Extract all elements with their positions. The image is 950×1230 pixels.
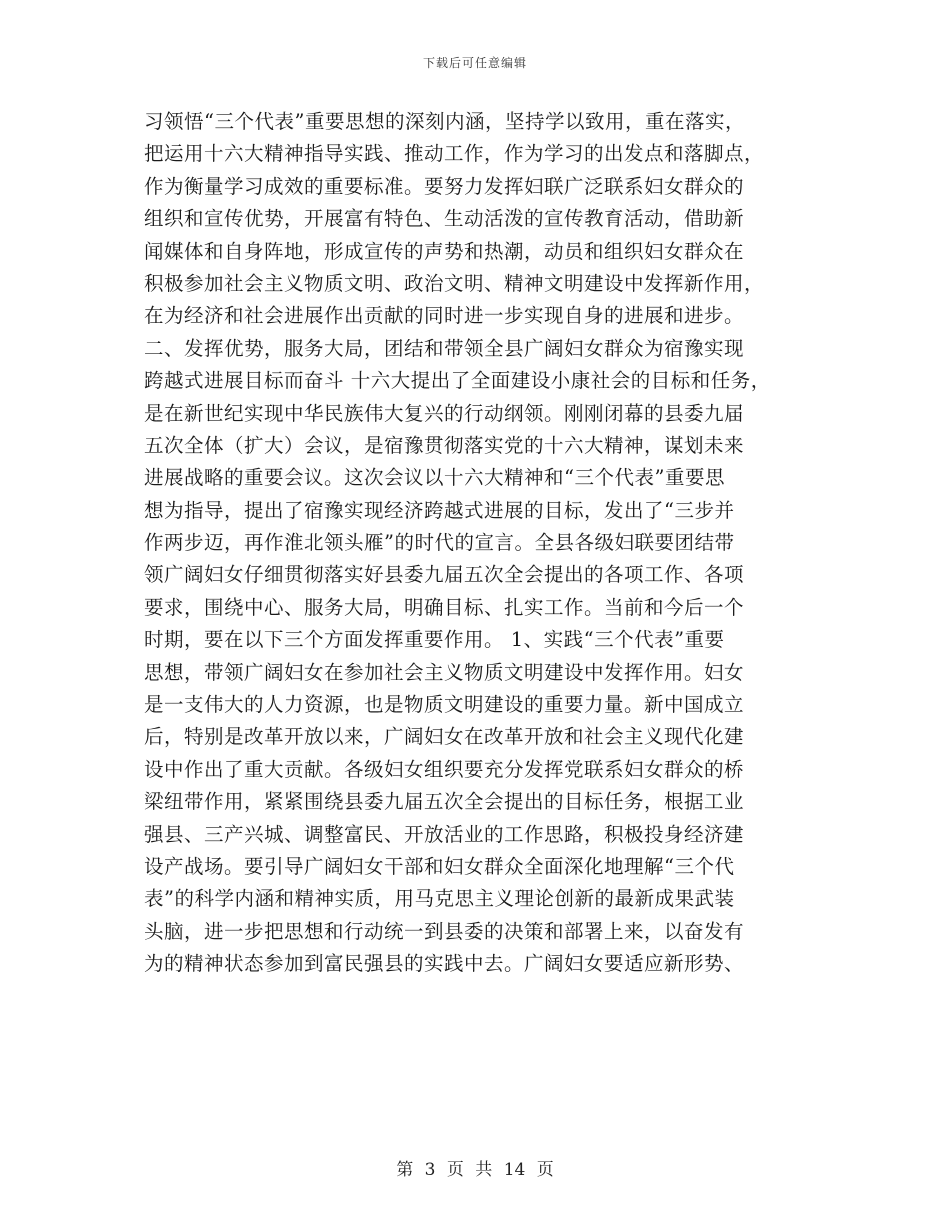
text-line: 设产战场。要引导广阔妇女干部和妇女群众全面深化地理解“三个代 <box>144 854 735 878</box>
text-line: 进展战略的重要会议。这次会议以十六大精神和“三个代表”重要思 <box>144 466 725 490</box>
text-line: 时期，要在以下三个方面发挥重要作用。 1、实践“三个代表”重要 <box>144 628 725 652</box>
text-line: 五次全体（扩大）会议，是宿豫贯彻落实党的十六大精神，谋划未来 <box>144 433 745 457</box>
text-line: 表”的科学内涵和精神实质，用马克思主义理论创新的最新成果武装 <box>144 887 735 911</box>
text-line: 领广阔妇女仔细贯彻落实好县委九届五次全会提出的各项工作、各项 <box>144 563 745 587</box>
page-number-footer: 第 3 页 共 14 页 <box>396 1160 554 1180</box>
text-line: 二、发挥优势，服务大局，团结和带领全县广阔妇女群众为宿豫实现 <box>144 336 745 360</box>
text-line: 闻媒体和自身阵地，形成宣传的声势和热潮，动员和组织妇女群众在 <box>144 239 745 263</box>
text-line: 把运用十六大精神指导实践、推动工作，作为学习的出发点和落脚点， <box>144 142 765 166</box>
text-line: 作为衡量学习成效的重要标准。要努力发挥妇联广泛联系妇女群众的 <box>144 174 745 198</box>
text-line: 强县、三产兴城、调整富民、开放活业的工作思路，积极投身经济建 <box>144 822 745 846</box>
text-line: 头脑，进一步把思想和行动统一到县委的决策和部署上来，以奋发有 <box>144 919 745 943</box>
text-line: 在为经济和社会进展作出贡献的同时进一步实现自身的进展和进步。 <box>144 304 745 328</box>
text-line: 习领悟“三个代表”重要思想的深刻内涵，坚持学以致用，重在落实， <box>144 110 745 133</box>
text-line: 为的精神状态参加到富民强县的实践中去。广阔妇女要适应新形势、 <box>144 952 745 976</box>
document-body <box>144 106 816 981</box>
text-line: 是在新世纪实现中华民族伟大复兴的行动纲领。刚刚闭幕的县委九届 <box>144 401 745 425</box>
text-line: 梁纽带作用，紧紧围绕县委九届五次全会提出的目标任务，根据工业 <box>144 790 745 814</box>
page-header: 下载后可任意编辑 <box>422 56 527 70</box>
text-line: 后，特别是改革开放以来，广阔妇女在改革开放和社会主义现代化建 <box>144 725 745 749</box>
text-line: 是一支伟大的人力资源，也是物质文明建设的重要力量。新中国成立 <box>144 693 745 717</box>
text-line: 跨越式进展目标而奋斗 十六大提出了全面建设小康社会的目标和任务， <box>144 369 771 393</box>
text-line: 思想，带领广阔妇女在参加社会主义物质文明建设中发挥作用。妇女 <box>144 660 745 684</box>
text-line: 积极参加社会主义物质文明、政治文明、精神文明建设中发挥新作用， <box>144 271 765 295</box>
text-line: 设中作出了重大贡献。各级妇女组织要充分发挥党联系妇女群众的桥 <box>144 757 745 781</box>
text-line: 要求，围绕中心、服务大局，明确目标、扎实工作。当前和今后一个 <box>144 595 745 619</box>
text-line: 组织和宣传优势，开展富有特色、生动活泼的宣传教育活动，借助新 <box>144 207 745 231</box>
text-line: 作两步迈，再作淮北领头雁”的时代的宣言。全县各级妇联要团结带 <box>144 531 735 555</box>
text-line: 想为指导，提出了宿豫实现经济跨越式进展的目标，发出了“三步并 <box>144 498 735 522</box>
